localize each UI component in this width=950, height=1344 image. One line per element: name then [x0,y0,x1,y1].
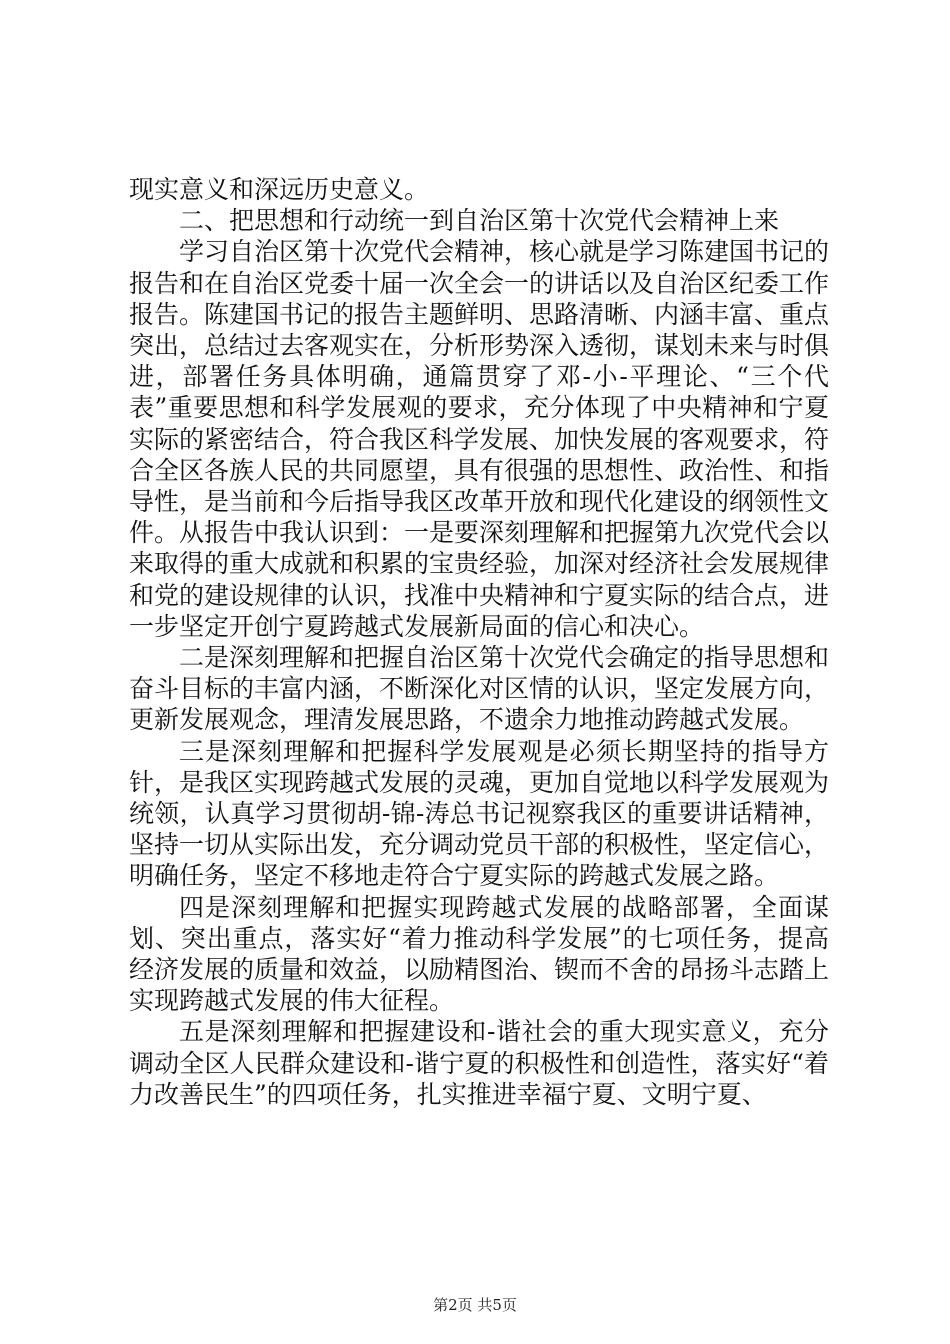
page-number-label: 第2页 共5页 [433,1296,517,1314]
document-body [129,174,829,1110]
section-heading: 二、把思想和行动统一到自治区第十次党代会精神上来 [179,206,780,236]
paragraph-continuation: 现实意义和深远历史意义。 [129,175,430,204]
paragraph-point-four: 四是深刻理解和把握实现跨越式发展的战略部署，全面谋划、突出重点，落实好“着力推动科学发展”的七项任务，提高经济发展的质量和效益，以励精图治、锲而不舍的昂扬斗志踏上实现跨越式发展的伟大征程。 [129,892,830,1016]
paragraph-point-two: 二是深刻理解和把握自治区第十次党代会确定的指导思想和奋斗目标的丰富内涵，不断深化对区情的认识，坚定发展方向，更新发展观念，理清发展思路，不遗余力地推动跨越式发展。 [129,643,830,735]
paragraph-main: 学习自治区第十次党代会精神，核心就是学习陈建国书记的报告和在自治区党委十届一次全会一的讲话以及自治区纪委工作报告。陈建国书记的报告主题鲜明、思路清晰、内涵丰富、重点突出，总结过去客观实在，分析形势深入透彻，谋划未来与时俱进，部署任务具体明确，通篇贯穿了邓-小-平理论、“三个代表”重要思想和科学发展观的要求，充分体现了中央精神和宁夏实际的紧密结合，符合我区科学发展、加快发展的客观要求，符合全区各族人民的共同愿望，具有很强的思想性、政治性、和指导性，是当前和今后指导我区改革开放和现代化建设的纲领性文件。从报告中我认识到：一是要深刻理解和把握第九次党代会以来取得的重大成就和积累的宝贵经验，加深对经济社会发展规律和党的建设规律的认识，找准中央精神和宁夏实际的结合点，进一步坚定开创宁夏跨越式发展新局面的信心和决心。 [129,237,830,641]
paragraph-point-three: 三是深刻理解和把握科学发展观是必须长期坚持的指导方针，是我区实现跨越式发展的灵魂，更加自觉地以科学发展观为统领，认真学习贯彻胡-锦-涛总书记视察我区的重要讲话精神，坚持一切从实际出发，充分调动党员干部的积极性，坚定信心，明确任务，坚定不移地走符合宁夏实际的跨越式发展之路。 [129,736,830,891]
paragraph-point-five: 五是深刻理解和把握建设和-谐社会的重大现实意义，充分调动全区人民群众建设和-谐宁夏的积极性和创造性，落实好“着力改善民生”的四项任务，扎实推进幸福宁夏、文明宁夏、 [129,1017,829,1109]
page-footer [0,1294,950,1315]
